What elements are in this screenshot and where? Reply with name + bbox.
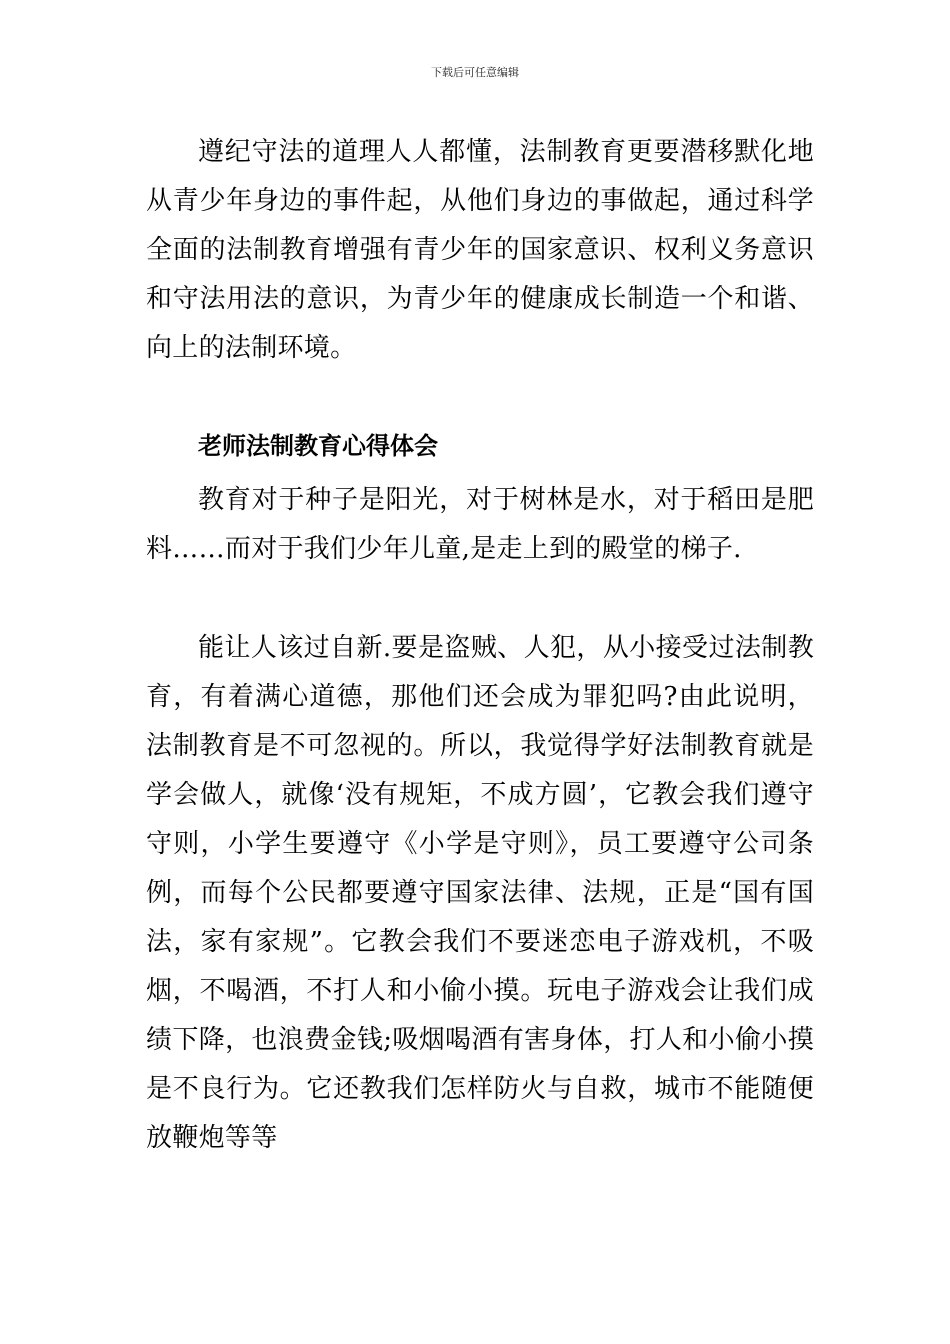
paragraph-law-education-benefits: 能让人该过自新.要是盗贼、人犯，从小接受过法制教育，有着满心道德，那他们还会成为罪犯吗?由此说明，法制教育是不可忽视的。所以，我觉得学好法制教育就是学会做人，就像‘没有规矩，不成方圆’，它教会我们遵守守则，小学生要遵守《小学是守则》，员工要遵守公司条例，而每个公民都要遵守国家法律、法规，正是“国有国法，家有家规”。它教会我们不要迷恋电子游戏机，不吸烟，不喝酒，不打人和小偷小摸。玩电子游戏会让我们成绩下降，也浪费金钱;吸烟喝酒有害身体，打人和小偷小摸是不良行为。它还教我们怎样防火与自救，城市不能随便放鞭炮等等 [146, 633, 814, 1153]
paragraph-education-metaphor: 教育对于种子是阳光，对于树林是水，对于稻田是肥料……而对于我们少年儿童,是走上到的殿堂的梯子. [146, 485, 814, 564]
page-header-note: 下载后可任意编辑 [431, 66, 519, 79]
section-heading: 老师法制教育心得体会 [198, 431, 438, 460]
paragraph-law-education: 遵纪守法的道理人人都懂，法制教育更要潜移默化地从青少年身边的事件起，从他们身边的事做起，通过科学全面的法制教育增强有青少年的国家意识、权利义务意识和守法用法的意识，为青少年的健康成长制造一个和谐、向上的法制环境。 [146, 137, 814, 363]
